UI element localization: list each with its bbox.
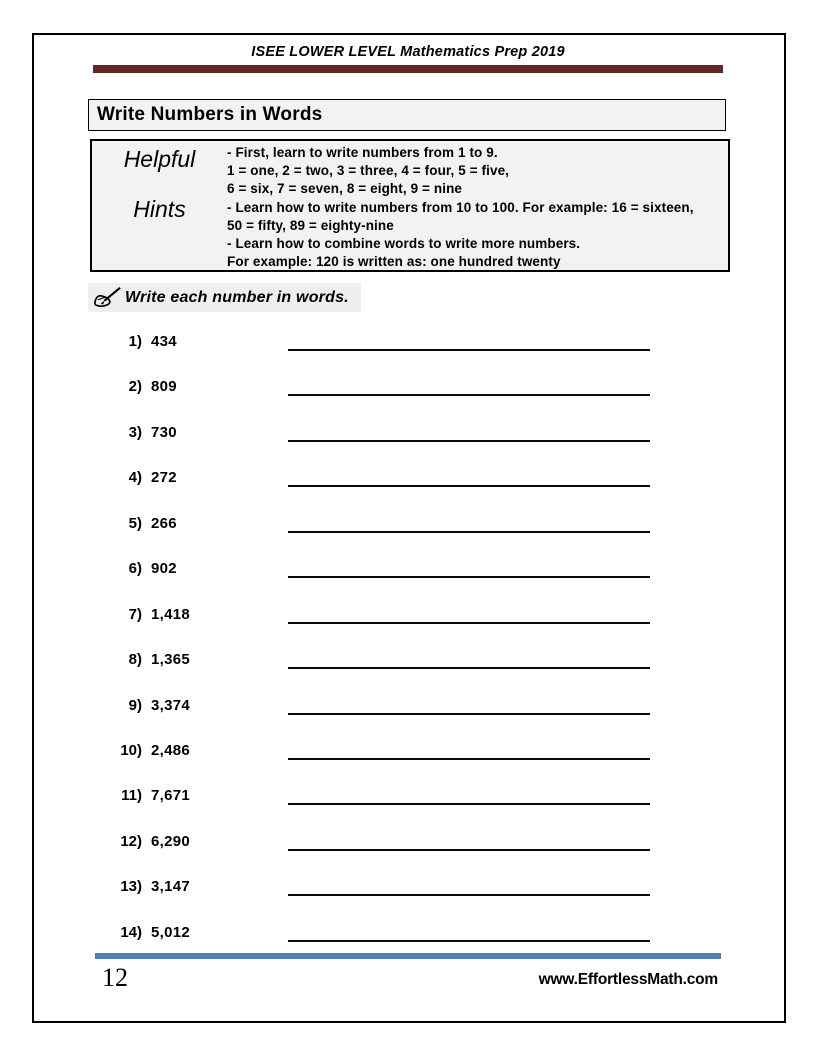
instruction-banner — [88, 283, 361, 312]
hints-label-hints: Hints — [133, 196, 186, 222]
answer-blank — [288, 832, 650, 851]
exercise-row — [112, 423, 652, 468]
hints-label-column — [92, 141, 227, 270]
answer-blank — [288, 696, 650, 715]
hints-label-helpful: Helpful — [123, 146, 196, 172]
exercise-number-label: 3) — [128, 423, 142, 441]
exercise-row — [112, 650, 652, 695]
exercise-number-label: 10) — [120, 741, 142, 759]
exercise-value: 6,290 — [151, 832, 191, 850]
footer-accent-line — [95, 953, 721, 959]
header-accent-bar — [93, 65, 723, 73]
writing-hand-icon — [93, 285, 123, 311]
answer-blank — [288, 650, 650, 669]
exercise-number-label: 9) — [128, 696, 142, 714]
exercise-row — [112, 696, 652, 741]
exercise-number-label: 7) — [128, 605, 142, 623]
hint-line: 1 = one, 2 = two, 3 = three, 4 = four, 5 = five, — [227, 163, 510, 179]
hint-line: 6 = six, 7 = seven, 8 = eight, 9 = nine — [227, 181, 463, 197]
exercise-number-label: 13) — [120, 878, 142, 896]
hint-line: - Learn how to combine words to write more numbers. — [227, 236, 581, 252]
exercise-number-label: 12) — [120, 832, 142, 850]
exercise-value: 1,365 — [151, 651, 191, 669]
answer-blank — [288, 377, 650, 396]
hints-text-column — [227, 141, 728, 270]
exercise-row — [112, 741, 652, 786]
exercise-value: 266 — [151, 514, 177, 532]
exercise-number-label: 6) — [128, 560, 142, 578]
exercise-number-label: 14) — [120, 923, 142, 941]
website-url: www.EffortlessMath.com — [538, 971, 718, 988]
exercise-value: 730 — [151, 423, 177, 441]
page-number: 12 — [102, 963, 128, 992]
exercise-row — [112, 877, 652, 922]
answer-blank — [288, 468, 650, 487]
answer-blank — [288, 423, 650, 442]
exercise-row — [112, 332, 652, 377]
exercise-row — [112, 605, 652, 650]
answer-blank — [288, 741, 650, 760]
hint-line: For example: 120 is written as: one hundred twenty — [227, 254, 561, 270]
exercise-row — [112, 468, 652, 513]
answer-blank — [288, 332, 650, 351]
exercise-number-label: 11) — [121, 787, 142, 805]
answer-blank — [288, 514, 650, 533]
exercise-value: 902 — [151, 560, 177, 578]
exercise-value: 3,147 — [151, 878, 191, 896]
exercise-value: 1,418 — [151, 605, 191, 623]
answer-blank — [288, 923, 650, 942]
section-title-box — [88, 99, 726, 131]
exercise-row — [112, 377, 652, 422]
hint-line: - Learn how to write numbers from 10 to 100. For example: 16 = sixteen, — [227, 199, 694, 215]
exercise-row — [112, 514, 652, 559]
exercise-number-label: 8) — [128, 651, 142, 669]
exercise-row — [112, 923, 652, 968]
answer-blank — [288, 559, 650, 578]
exercise-value: 272 — [151, 469, 177, 487]
exercise-value: 7,671 — [151, 787, 191, 805]
answer-blank — [288, 877, 650, 896]
section-title: Write Numbers in Words — [97, 104, 323, 125]
hint-line: 50 = fifty, 89 = eighty-nine — [227, 217, 394, 233]
exercise-number-label: 2) — [128, 378, 142, 396]
exercise-row — [112, 786, 652, 831]
exercise-list — [112, 332, 652, 968]
exercise-value: 3,374 — [151, 696, 191, 714]
exercise-value: 809 — [151, 378, 177, 396]
answer-blank — [288, 786, 650, 805]
exercise-row — [112, 832, 652, 877]
exercise-value: 5,012 — [151, 923, 191, 941]
exercise-number-label: 1) — [128, 333, 142, 350]
helpful-hints-box — [90, 139, 730, 272]
exercise-number-label: 4) — [128, 469, 142, 487]
exercise-number-label: 5) — [128, 514, 142, 532]
answer-blank — [288, 605, 650, 624]
exercise-value: 434 — [151, 333, 177, 350]
hint-line: - First, learn to write numbers from 1 to 9. — [227, 145, 498, 160]
exercise-row — [112, 559, 652, 604]
book-title: ISEE LOWER LEVEL Mathematics Prep 2019 — [251, 44, 565, 60]
exercise-value: 2,486 — [151, 741, 191, 759]
instruction-text: Write each number in words. — [125, 288, 349, 306]
